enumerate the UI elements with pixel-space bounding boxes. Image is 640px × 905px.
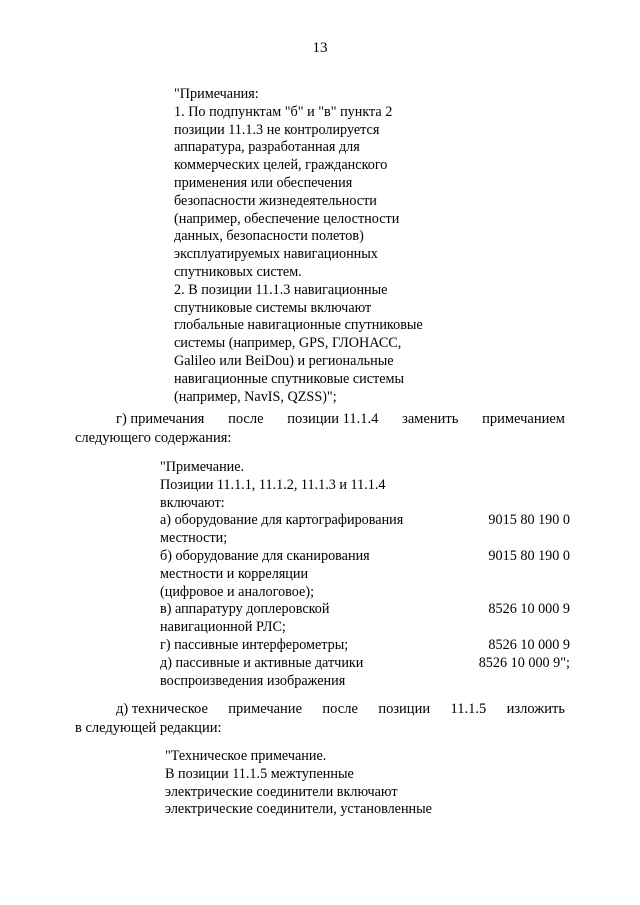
list-item (160, 512, 570, 548)
page-number: 13 (312, 40, 328, 56)
list-item-text: навигационной РЛС; (160, 619, 286, 636)
note-line: спутниковых систем. (174, 263, 302, 280)
note-line: применения или обеспечения (174, 174, 353, 191)
tech-note-line: В позиции 11.1.5 межтупенные (165, 765, 354, 782)
note-g-header: включают: (160, 494, 225, 511)
note-line: 1. По подпунктам "б" и "в" пункта 2 (174, 103, 393, 120)
list-item-code: 8526 10 000 9"; (478, 654, 570, 671)
word: после (228, 411, 264, 427)
list-item-text: местности; (160, 530, 228, 547)
note-line: аппаратура, разработанная для (174, 139, 360, 156)
list-item-text: б) оборудование для сканирования (160, 547, 370, 564)
note-line: системы (например, GPS, ГЛОНАСС, (174, 335, 402, 352)
note-line: безопасности жизнедеятельности (174, 192, 377, 209)
word: примечанием (482, 411, 565, 427)
list-item-text: а) оборудование для картографирования (160, 512, 404, 529)
paragraph-g (75, 410, 565, 448)
note-line: коммерческих целей, гражданского (174, 157, 388, 174)
paragraph-d-first-line (75, 700, 565, 719)
list-item-text: г) пассивные интерферометры; (160, 636, 349, 653)
word: примечание (228, 701, 303, 717)
list-item-code: 9015 80 190 0 (488, 512, 570, 529)
list-item-code: 8526 10 000 9 (488, 636, 570, 653)
tech-note-block (165, 748, 485, 819)
note-line: (например, NavIS, QZSS)"; (174, 388, 337, 405)
note-line: 2. В позиции 11.1.3 навигационные (174, 281, 388, 298)
word: г) примечания (116, 411, 205, 427)
list-item (160, 637, 570, 655)
list-item-text: воспроизведения изображения (160, 672, 346, 689)
paragraph-d (75, 700, 565, 738)
paragraph-g-second-line: следующего содержания: (75, 430, 232, 446)
word: после (322, 701, 358, 717)
paragraph-g-first-line (75, 410, 565, 429)
list-item-text: в) аппаратуру доплеровской (160, 601, 330, 618)
note-g-block (160, 459, 570, 690)
list-item (160, 548, 570, 601)
note-g-header: "Примечание. (160, 459, 245, 475)
word: 11.1.5 (450, 701, 487, 717)
list-item-code: 9015 80 190 0 (488, 547, 570, 564)
tech-note-line: электрические соединители включают (165, 783, 398, 800)
note-line: Galileo или BeiDou) и региональные (174, 352, 394, 369)
word: заменить (402, 411, 459, 427)
note-line: позиции 11.1.3 не контролируется (174, 121, 380, 138)
note-line: "Примечания: (174, 86, 259, 102)
note-line: данных, безопасности полетов) (174, 228, 364, 245)
word: д) техническое (116, 701, 208, 717)
word: изложить (506, 701, 565, 717)
tech-note-line: "Техническое примечание. (165, 748, 327, 764)
notes-block (174, 86, 474, 406)
list-item (160, 601, 570, 637)
note-g-header: Позиции 11.1.1, 11.1.2, 11.1.3 и 11.1.4 (160, 476, 386, 493)
note-line: навигационные спутниковые системы (174, 370, 405, 387)
paragraph-d-second-line: в следующей редакции: (75, 720, 222, 736)
list-item-text: (цифровое и аналоговое); (160, 583, 315, 600)
word: позиции 11.1.4 (287, 411, 379, 427)
list-item-text: д) пассивные и активные датчики (160, 654, 364, 671)
list-item (160, 655, 570, 691)
note-line: глобальные навигационные спутниковые (174, 317, 423, 334)
note-line: эксплуатируемых навигационных (174, 246, 378, 263)
tech-note-line: электрические соединители, установленные (165, 801, 432, 818)
list-item-text: местности и корреляции (160, 565, 309, 582)
note-line: (например, обеспечение целостности (174, 210, 400, 227)
note-line: спутниковые системы включают (174, 299, 372, 316)
word: позиции (378, 701, 431, 717)
list-item-code: 8526 10 000 9 (488, 601, 570, 618)
